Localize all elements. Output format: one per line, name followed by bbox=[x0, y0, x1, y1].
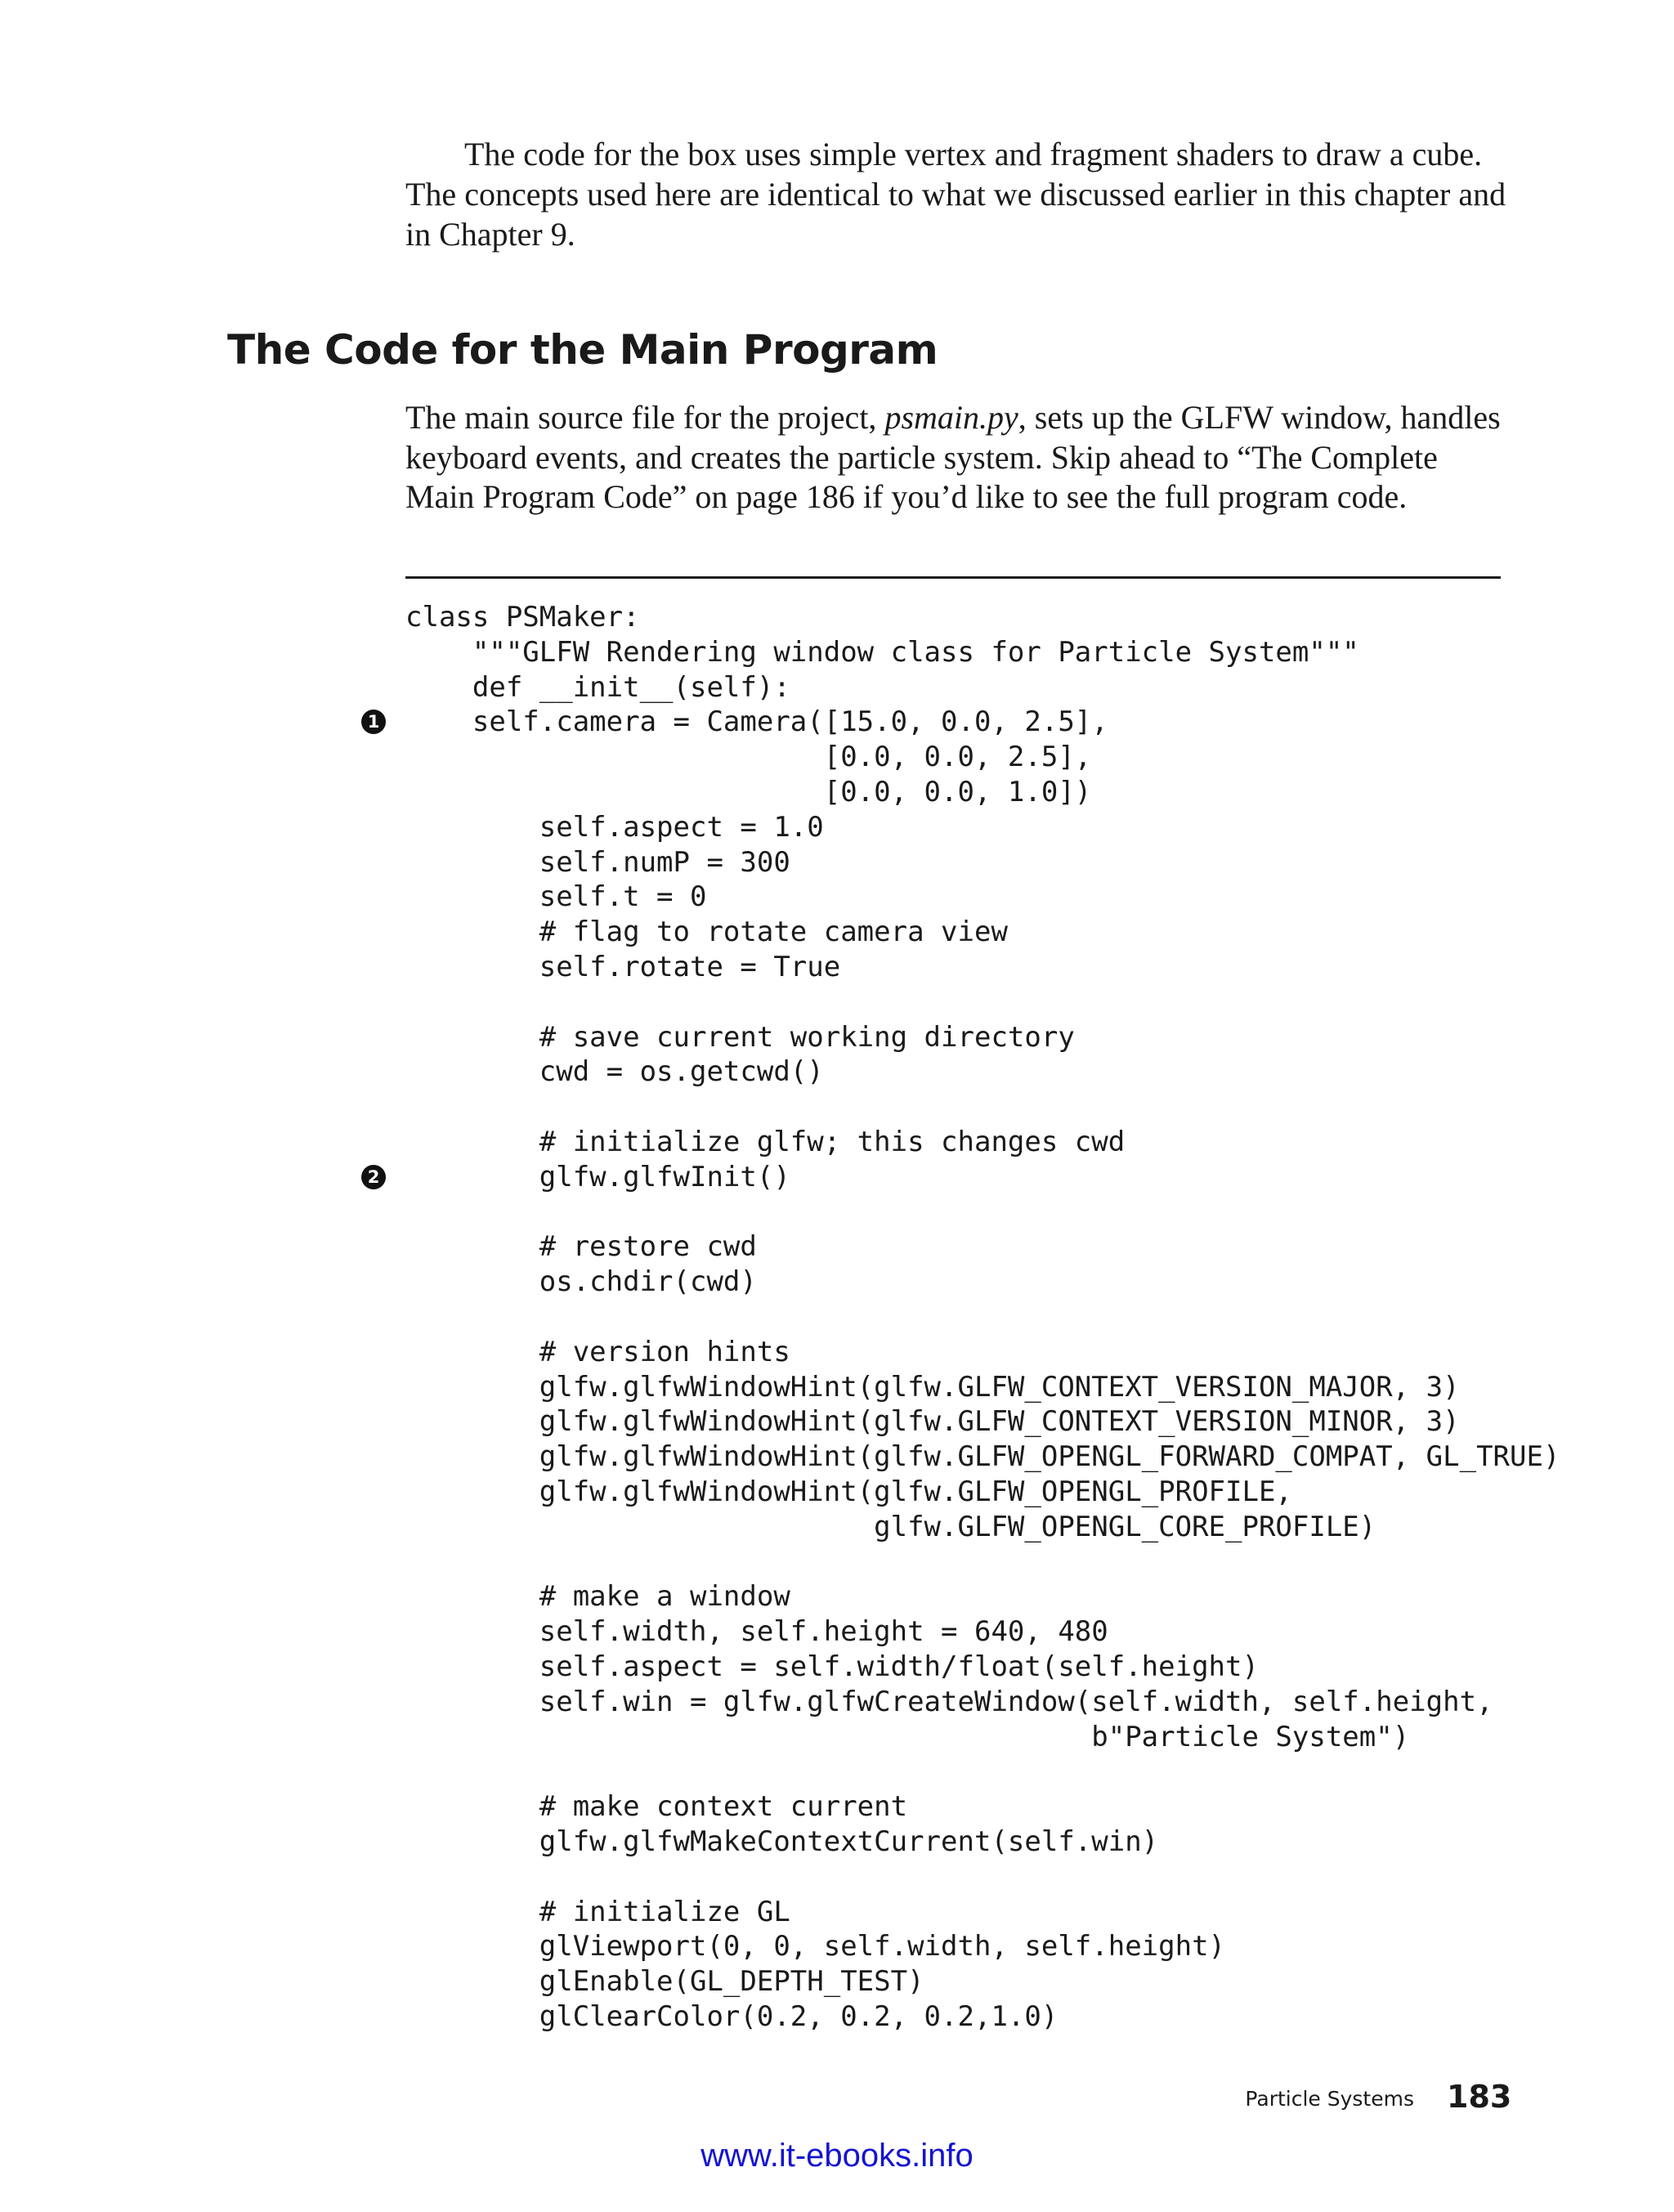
section-paragraph bbox=[405, 398, 1501, 517]
code-line: """GLFW Rendering window class for Particle System""" bbox=[405, 635, 1359, 669]
code-line: self.aspect = 1.0 bbox=[405, 810, 824, 844]
code-line: self.numP = 300 bbox=[405, 845, 790, 879]
code-line: glfw.GLFW_OPENGL_CORE_PROFILE) bbox=[405, 1510, 1376, 1543]
code-line: glEnable(GL_DEPTH_TEST) bbox=[405, 1965, 924, 1999]
code-line: glfw.glfwInit() bbox=[405, 1160, 790, 1193]
code-line: cwd = os.getcwd() bbox=[405, 1055, 824, 1089]
callout-marker: 1 bbox=[361, 710, 386, 734]
code-line: glfw.glfwWindowHint(glfw.GLFW_CONTEXT_VERSION_MAJOR, 3) bbox=[405, 1370, 1460, 1404]
paragraph-text-start: The main source file for the project, bbox=[405, 399, 885, 436]
code-line: # initialize glfw; this changes cwd bbox=[405, 1126, 1126, 1158]
code-line: class PSMaker: bbox=[405, 601, 640, 634]
code-line: [0.0, 0.0, 1.0]) bbox=[405, 776, 1092, 808]
intro-paragraph: The code for the box uses simple vertex and fragment shaders to draw a cube. The concepts used here are identical to what we discussed earlier in this chapter and in Chapter 9. bbox=[405, 136, 1506, 253]
code-line: self.camera = Camera([15.0, 0.0, 2.5], bbox=[405, 705, 1108, 739]
code-line: glfw.glfwMakeContextCurrent(self.win) bbox=[405, 1825, 1159, 1858]
code-line: def __init__(self): bbox=[405, 670, 790, 704]
paragraph-text-end: , sets up the GLFW window, handles keyboard events, and creates the particle system. Skip ahead to “The Complete Main Program Code” on page 186 if you’d like to see the full program code. bbox=[405, 399, 1501, 515]
code-line: self.width, self.height = 640, 480 bbox=[405, 1615, 1108, 1649]
page-number: 183 bbox=[1447, 2079, 1512, 2115]
code-line: glfw.glfwWindowHint(glfw.GLFW_OPENGL_PROFILE, bbox=[405, 1475, 1292, 1508]
code-line: glfw.glfwWindowHint(glfw.GLFW_CONTEXT_VERSION_MINOR, 3) bbox=[405, 1405, 1460, 1439]
code-line: # make context current bbox=[405, 1790, 908, 1824]
filename: psmain.py bbox=[884, 399, 1018, 436]
section-heading: The Code for the Main Program bbox=[227, 326, 938, 374]
code-line: glViewport(0, 0, self.width, self.height) bbox=[405, 1930, 1226, 1963]
code-line: # make a window bbox=[405, 1580, 790, 1614]
code-line: # restore cwd bbox=[405, 1230, 757, 1264]
code-line: [0.0, 0.0, 2.5], bbox=[405, 741, 1092, 774]
code-line: self.win = glfw.glfwCreateWindow(self.width, self.height, bbox=[405, 1685, 1493, 1718]
code-line: # save current working directory bbox=[405, 1020, 1075, 1054]
code-top-rule bbox=[405, 576, 1501, 579]
callout-marker: 2 bbox=[361, 1165, 386, 1189]
code-line: self.rotate = True bbox=[405, 951, 841, 983]
watermark-link[interactable]: www.it-ebooks.info bbox=[700, 2138, 974, 2174]
code-line: self.t = 0 bbox=[405, 880, 707, 914]
code-line: glClearColor(0.2, 0.2, 0.2,1.0) bbox=[405, 2000, 1059, 2033]
code-line: os.chdir(cwd) bbox=[405, 1265, 757, 1299]
code-line: self.aspect = self.width/float(self.height) bbox=[405, 1650, 1259, 1683]
code-line: b"Particle System") bbox=[405, 1720, 1410, 1753]
code-line: # flag to rotate camera view bbox=[405, 916, 1008, 949]
code-line: # initialize GL bbox=[405, 1895, 790, 1928]
code-line: # version hints bbox=[405, 1335, 790, 1368]
code-line: glfw.glfwWindowHint(glfw.GLFW_OPENGL_FORWARD_COMPAT, GL_TRUE) bbox=[405, 1440, 1560, 1474]
running-head: Particle Systems bbox=[1245, 2087, 1414, 2111]
